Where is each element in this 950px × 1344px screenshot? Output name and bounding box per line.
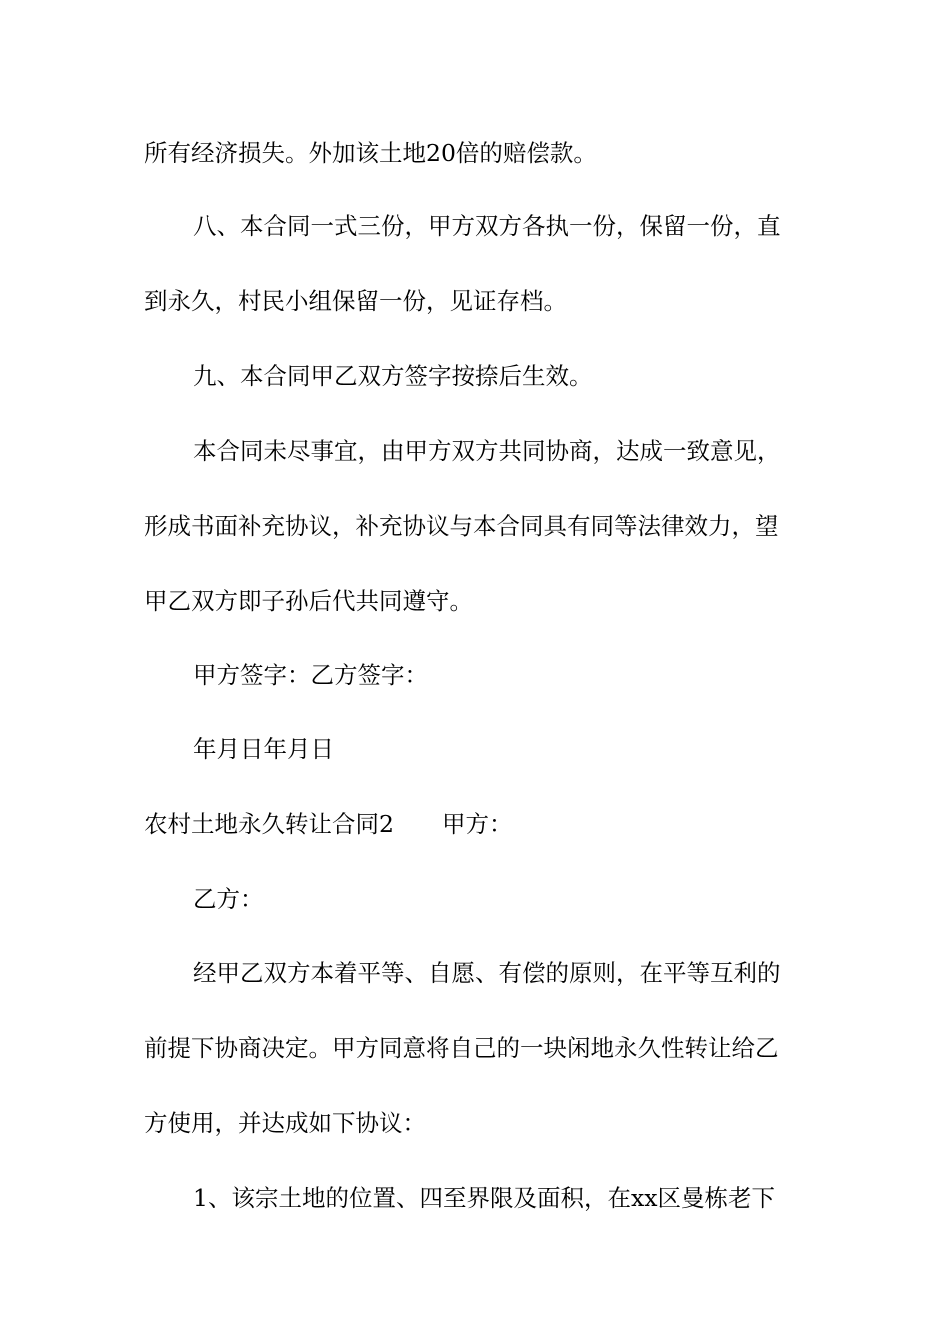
party-a-label: 甲方： [441,810,513,838]
signature-line: 甲方签字：乙方签字： [193,661,428,689]
paragraph-line: 本合同未尽事宜，由甲方双方共同协商，达成一致意见， [193,437,781,465]
clause-8-line: 八、本合同一式三份，甲方双方各执一份，保留一份，直 [193,212,781,240]
section-title-line [144,804,814,844]
contract-title: 农村土地永久转让合同2 [144,810,394,838]
paragraph-line: 经甲乙双方本着平等、自愿、有偿的原则，在平等互利的 [193,959,781,987]
clause-1-line: 1、该宗土地的位置、四至界限及面积，在xx区曼栋老下 [193,1184,775,1212]
party-b-label: 乙方： [193,885,264,913]
paragraph-line: 到永久，村民小组保留一份，见证存档。 [144,287,567,315]
paragraph-line: 形成书面补充协议，补充协议与本合同具有同等法律效力，望 [144,512,779,540]
paragraph-line: 前提下协商决定。甲方同意将自己的一块闲地永久性转让给乙 [144,1034,779,1062]
paragraph-line: 所有经济损失。外加该土地20倍的赔偿款。 [144,139,597,167]
clause-9-line: 九、本合同甲乙双方签字按捺后生效。 [193,362,593,390]
paragraph-line: 方使用，并达成如下协议： [144,1109,426,1137]
date-line: 年月日年月日 [193,735,334,763]
paragraph-line: 甲乙双方即子孙后代共同遵守。 [144,587,473,615]
